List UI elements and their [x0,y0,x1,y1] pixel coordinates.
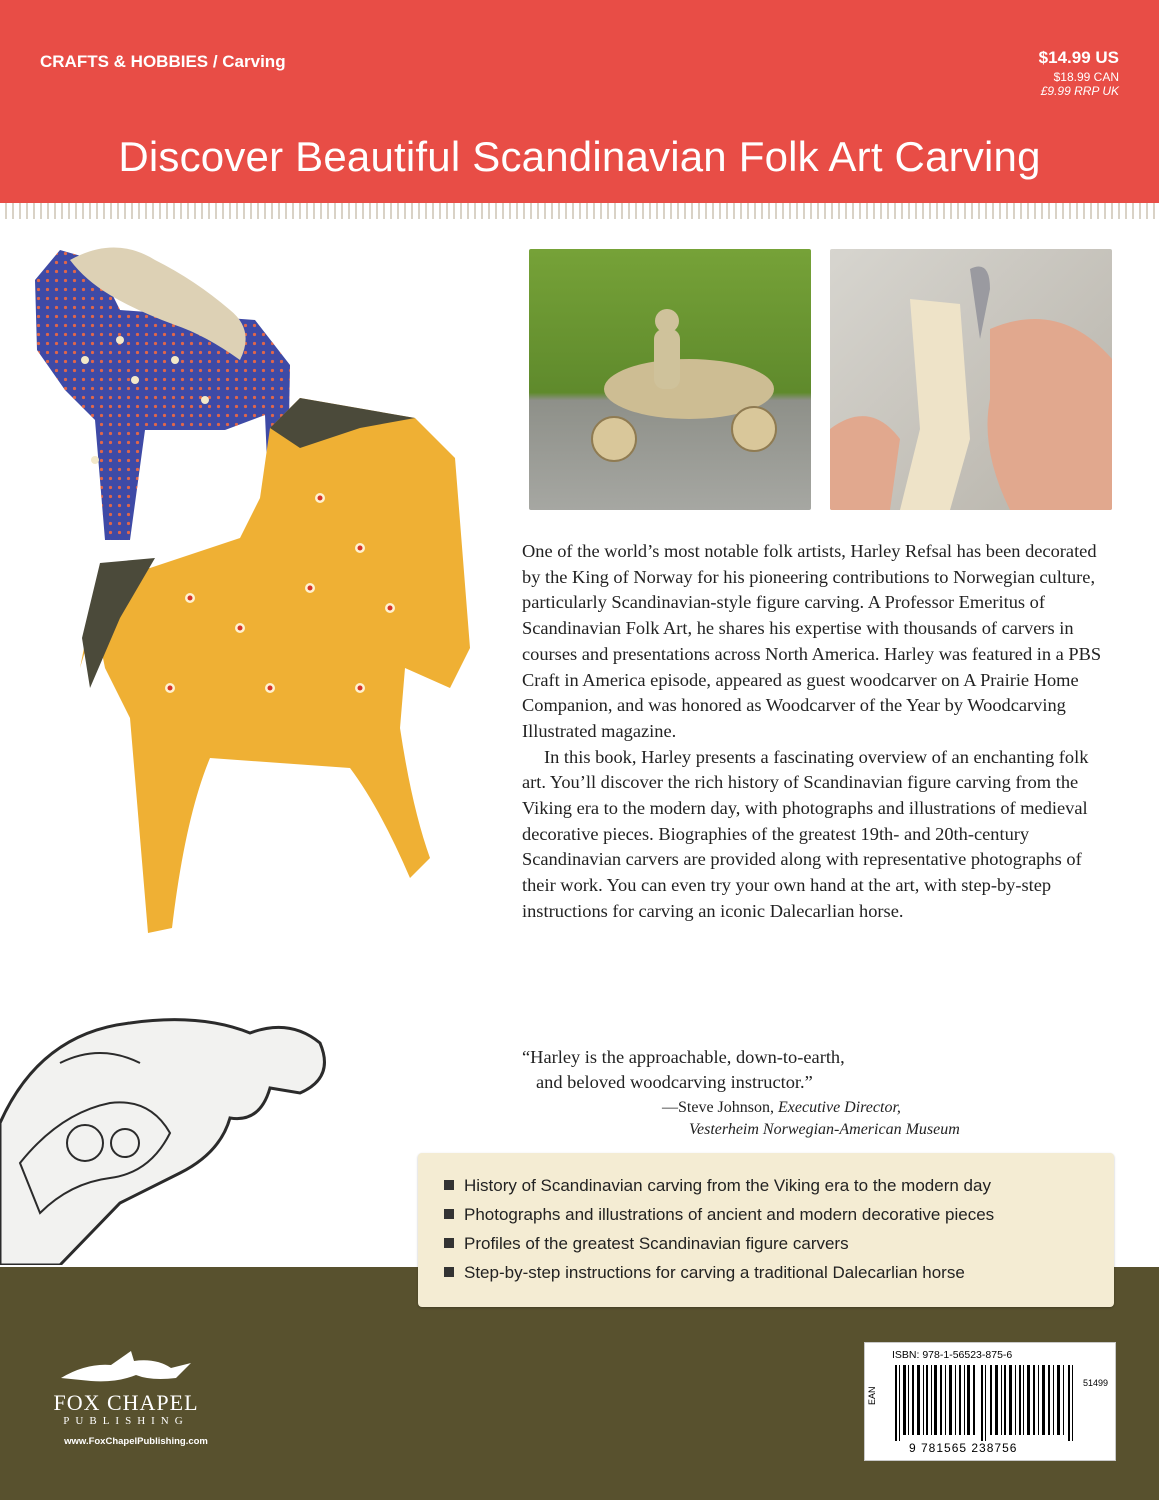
feature-text: Photographs and illustrations of ancient and modern decorative pieces [464,1205,995,1224]
isbn-text: ISBN: 978-1-56523-875-6 [892,1349,1013,1361]
barcode-price-code: 51499 [1083,1378,1109,1388]
photo-hands-carving [830,249,1112,510]
feature-text: Profiles of the greatest Scandinavian figure carvers [464,1234,849,1253]
feature-item [444,1229,1114,1258]
publisher-subname: PUBLISHING [63,1415,189,1427]
testimonial-quote [522,1045,1082,1141]
feature-item [444,1200,1114,1229]
price-uk: £9.99 RRP UK [1040,84,1119,98]
headline: Discover Beautiful Scandinavian Folk Art Carving [118,133,1041,180]
feature-list-box [418,1153,1114,1307]
description-paragraph-1: One of the world’s most notable folk artists, Harley Refsal has been decorated by the King of Norway for his pioneering contributions to Norwegian culture, particularly Scandinavian-style figure carving. A Professor Emeritus of Scandinavian Folk Art, he shares his expertise with thousands of carvers in courses and presentations across North America. Harley was featured in a PBS Craft in America episode, appeared as guest woodcarver on A Prairie Home Companion, and was honored as Woodcarver of the Year by Woodcarving Illustrated magazine. [522,541,1102,741]
description-text [522,539,1114,925]
feature-text: History of Scandinavian carving from the Viking era to the modern day [464,1176,991,1195]
square-bullet-icon [444,1209,454,1219]
quote-author-organization: Vesterheim Norwegian-American Museum [689,1121,960,1138]
price-block [919,48,1119,98]
stitched-border [0,203,1159,219]
square-bullet-icon [444,1238,454,1248]
carved-animal-head-illustration [0,1003,340,1265]
carving-hands-shapes [830,249,1112,510]
photo-carved-toy-figure [529,249,811,510]
quote-line-2: and beloved woodcarving instructor.” [536,1072,813,1092]
description-paragraph-2: In this book, Harley presents a fascinating overview of an enchanting folk art. You’ll discover the rich history of Scandinavian figure carving from the Viking era to the modern day, with photographs and illustrations of medieval decorative pieces. Biographies of the greatest 19th- and 20th-century Scandinavian carvers are provided along with representative photographs of their work. You can even try your own hand at the art, with step-by-step instructions for carving an iconic Dalecarlian horse. [522,746,1089,921]
isbn-barcode [895,1365,1075,1441]
square-bullet-icon [444,1180,454,1190]
quote-author-title: Executive Director, [778,1099,901,1116]
quote-line-1: “Harley is the approachable, down-to-earth, [522,1047,845,1067]
category-label: CRAFTS & HOBBIES / Carving [40,52,286,71]
publisher-logo [36,1343,236,1453]
publisher-website: www.FoxChapelPublishing.com [64,1436,208,1447]
feature-item [444,1171,1114,1200]
ean-number: 9 781565 238756 [909,1441,1018,1455]
feature-text: Step-by-step instructions for carving a traditional Dalecarlian horse [464,1263,965,1282]
publisher-name: FOX CHAPEL [53,1390,199,1415]
barcode-panel [864,1342,1116,1461]
quote-attribution [522,1097,1082,1119]
quote-author: —Steve Johnson, [662,1099,778,1116]
ean-label: EAN [867,1386,877,1405]
feature-item [444,1258,1114,1287]
square-bullet-icon [444,1267,454,1277]
price-can: $18.99 CAN [1053,70,1119,84]
fox-icon [56,1343,196,1388]
yellow-dala-horse-illustration [60,388,500,948]
toy-figure-shapes [529,249,811,510]
price-us: $14.99 US [1038,48,1119,67]
feature-list [418,1153,1114,1287]
